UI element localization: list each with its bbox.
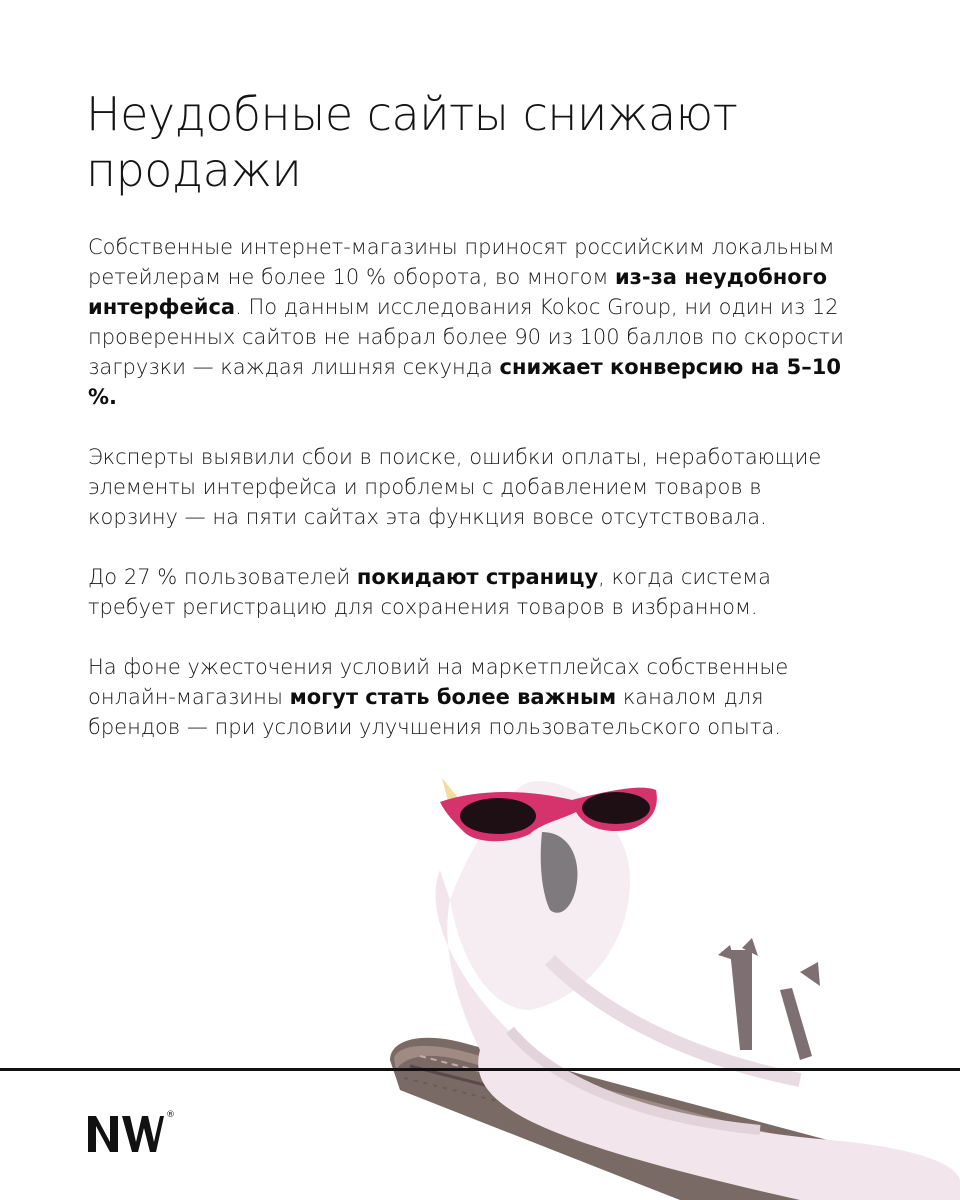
parrot-illustration [380, 760, 960, 1200]
title-line-2: продажи [86, 143, 302, 197]
text-segment: Собственные интернет-магазины приносят российским локальным ретейлерам не более 10 % оборота, во многом [88, 235, 835, 289]
paragraph-1 [88, 232, 848, 412]
highlight-segment: могут стать более важным [289, 685, 617, 709]
text-segment: Эксперты выявили сбои в поиске, ошибки оплаты, неработающие элементы интерфейса и проблемы с добавлением товаров в корзину — на пяти сайтах эта функция вовсе отсутствовала. [88, 445, 822, 529]
paragraph-4 [88, 652, 848, 742]
logo-mark-icon [86, 1114, 164, 1154]
paragraph-2 [88, 442, 848, 532]
text-segment: На фоне ужесточения условий на маркетплейсах собственные онлайн-магазины [88, 655, 789, 709]
footer-divider [0, 1068, 960, 1071]
text-segment: . По данным исследования Kokoc Group, ни один из 12 проверенных сайтов не набрал более 90 из 100 баллов по скорости загрузки — каждая лишняя секунда [88, 295, 844, 379]
parrot-body [436, 781, 960, 1200]
highlight-segment: покидают страницу [356, 565, 599, 589]
highlight-segment: из-за неудобного интерфейса [88, 265, 828, 319]
text-segment: , когда система требует регистрацию для сохранения товаров в избранном. [88, 565, 771, 619]
article-body [88, 232, 848, 772]
text-segment: каналом для брендов — при условии улучшения пользовательского опыта. [88, 685, 781, 739]
registered-mark: ® [166, 1110, 175, 1120]
paragraph-3 [88, 562, 848, 622]
text-segment: До 27 % пользователей [88, 565, 357, 589]
highlight-segment: снижает конверсию на 5–10 %. [88, 355, 841, 409]
title-line-1: Неудобные сайты снижают [86, 87, 738, 141]
page-title [86, 86, 846, 198]
brand-logo [86, 1110, 176, 1156]
parrot-feet [718, 938, 820, 1060]
